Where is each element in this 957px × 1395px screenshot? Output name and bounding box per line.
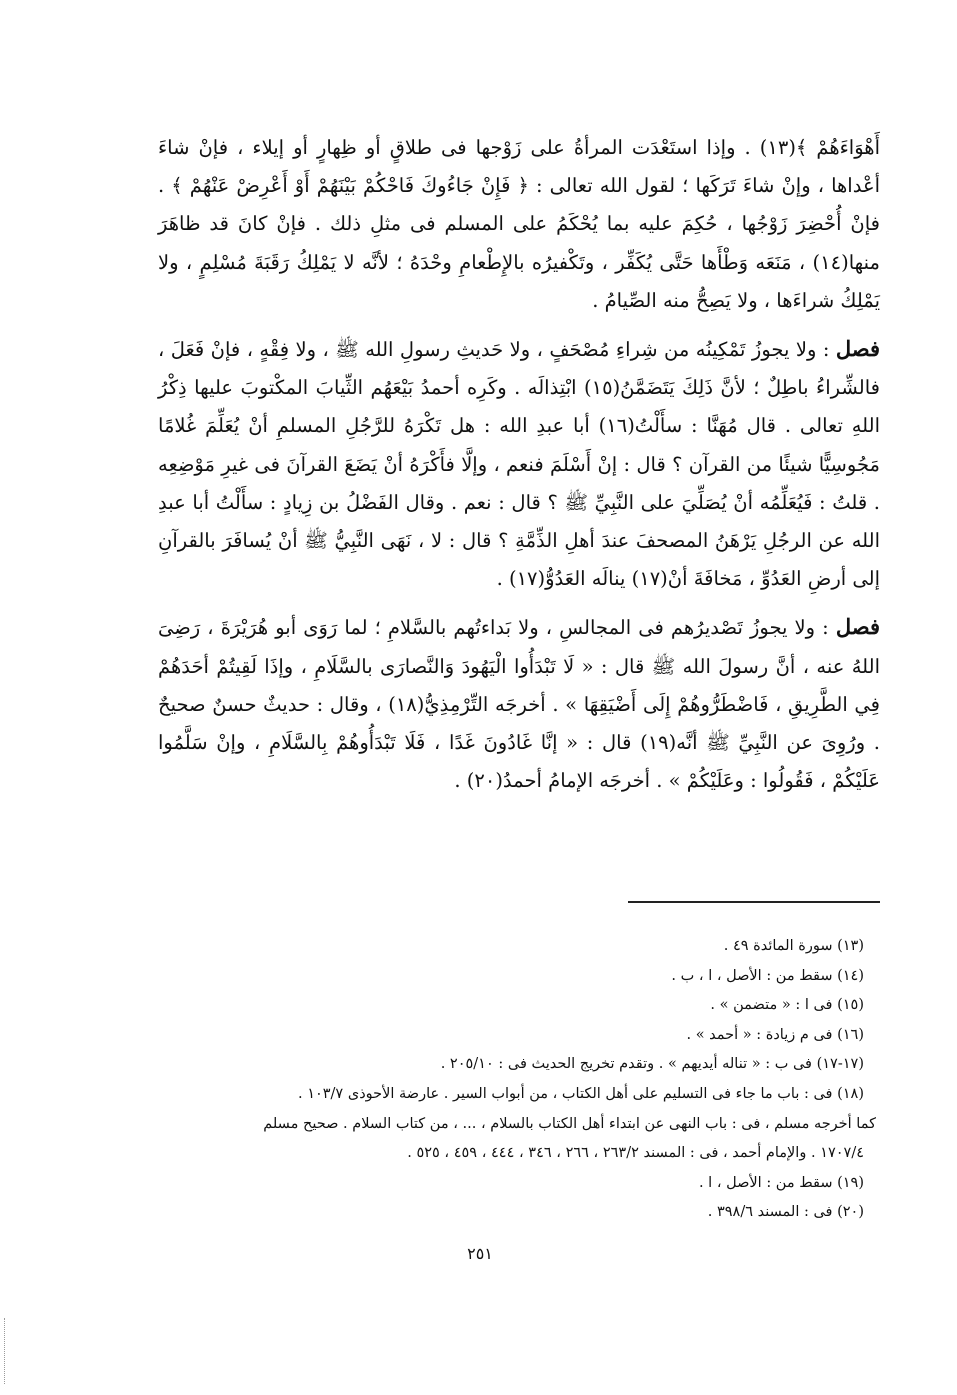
paragraph-2 [158, 330, 880, 598]
paragraph-3 [158, 608, 880, 800]
footnote-14: (١٤) سقط من : الأصل ، ا ، ب . [671, 967, 864, 984]
main-text [158, 128, 880, 800]
footnote-18-continuation: ١٧٠٧/٤ . والإمام أحمد ، فى : المسند ٢٦٣/٢ ، ٢٦٦ ، ٣٤٦ ، ٤٤٤ ، ٤٥٩ ، ٥٢٥ . [407, 1145, 864, 1162]
paragraph-text: أَهْوَاءَهُمْ ﴾(١٣) . وإذا استَعْدَت المرأةُ على زَوْجها فى طلاقٍ أو ظِهارٍ أو إيلاء ، فإنْ شاءَ أعْداها ، وإنْ شاءَ تَرَكَها ؛ لقول الله تعالى : ﴿ فَإِنْ جَاءُوكَ فَاحْكُمْ بَيْنَهُمْ أَوْ أَعْرِضْ عَنْهُمْ ﴾ . فإنْ أُحْضِرَ زَوْجُها ، حُكِمَ عليه بما يُحْكَمُ على المسلم فى مثلِ ذلك . فإنْ كانَ قد ظاهَرَ منها(١٤) ، مَنَعَه وَطْأَها حَتَّى يُكَفِّر ، وتَكْفيرُه بالإِطْعامِ وحْدَهُ ؛ لأنَّه لا يَمْلِكُ رَقَبَةَ مُسْلِمٍ ، ولا يَمْلِكُ شراءَها ، ولا يَصِحُّ منه الصِّيامُ . [158, 136, 880, 312]
footnote-13: (١٣) سورة المائدة ٤٩ . [723, 938, 864, 954]
fasl-heading: فصل [835, 614, 880, 640]
paragraph-text: : ولا يجوزُ تَصْديرُهم فى المجالسِ ، ولا بَداءتُهم بالسَّلامِ ؛ لما رَوَى أبو هُرَيْرَةَ ، رَضِىَ اللهُ عنه ، أنَّ رسولَ الله ﷺ قال : « لَا تَبْدَأُوا الْيَهُودَ وَالنَّصارَى بالسَّلَامِ ، وإذَا لَقِيتُمْ أحَدَهُمْ فِي الطَّرِيقِ ، فَاضْطَرُّوهُمْ إِلَى أَضْيَقِهَا » . أخرجَه التِّرْمِذِيُّ(١٨) ، وقال : حديثٌ حسنٌ صحيحٌ . ورُوِىَ عن النَّبِيِّ ﷺ أنَّه(١٩) قال : « إنَّا غَادُونَ غَدًا ، فَلَا تَبْدَأُوهُمْ بِالسَّلَامِ ، وإنْ سَلَّمُوا عَلَيْكُمْ ، فَقُولُوا : وعَلَيْكُمْ » . أخرجَه الإمامُ أحمدُ(٢٠) . [158, 616, 880, 793]
scan-edge-mark [4, 1318, 5, 1384]
footnote-17: (١٧-١٧) فى ب : « تناله أيديهم » . وتقدم تخريج الحديث فى : ٢٠٥/١٠ . [440, 1056, 864, 1073]
footnote-19: (١٩) سقط من : الأصل ، ا . [698, 1174, 864, 1191]
paragraph-text: : ولا يجوزُ تَمْكِينُه من شِراءِ مُصْحَفٍ ، ولا حَديثِ رسولِ الله ﷺ ، ولا فِقْهٍ ، فإنْ فَعَلَ ، فالشِّراءُ باطِلٌ ؛ لأنَّ ذَلِكَ يَتَضَمَّنُ(١٥) ابْتِذالَه . وكَرِه أحمدُ بَيْعَهُم الثِّيابَ المكْتوبَ عليها ذِكْرُ اللهِ تعالى . قال مُهَنَّا : سأَلْتُ(١٦) أبا عبدِ الله : هل تَكْرَهُ للرَّجُلِ المسلمِ أنْ يُعَلِّمَ غُلامًا مَجُوسِيًّا شيئًا من القرآن ؟ قال : إنْ أَسْلَمَ فنعم ، وإلَّا فأَكْرَهُ أنْ يَضَعَ القرآنَ فى غيرِ مَوْضِعِه . قلتُ : فَيُعَلِّمُه أنْ يُصَلِّيَ على النَّبِيِّ ﷺ ؟ قال : نعم . وقال الفَضْلُ بن زِيادٍ : سأَلْتُ أبا عبدِ الله عن الرجُلِ يَرْهَنُ المصحفَ عندَ أهلِ الذِّمَّةِ ؟ قال : لا ، نَهَى النَّبِيُّ ﷺ أنْ يُسافَرَ بالقرآنِ إلى أرضِ العَدُوِّ ، مَخافَةَ أنْ(١٧) ينالَه العَدُوُّ(١٧) . [158, 338, 880, 591]
fasl-heading: فصل [835, 336, 881, 362]
footnotes [158, 932, 876, 1228]
footnote-separator [628, 901, 880, 903]
page-number: ٢٥١ [467, 1244, 493, 1263]
footnote-16: (١٦) فى م زيادة : « أحمد » . [686, 1026, 864, 1043]
footnote-18-continuation: كما أخرجه مسلم ، فى : باب النهى عن ابتداء أهل الكتاب بالسلام ، ... ، من كتاب السلام . صحيح مسلم [263, 1115, 876, 1132]
footnote-20: (٢٠) فى : المسند ٣٩٨/٦ . [707, 1204, 864, 1221]
footnote-15: (١٥) فى ا : « متضمن » . [710, 997, 864, 1014]
footnote-18: (١٨) فى : باب ما جاء فى التسليم على أهل الكتاب ، من أبواب السير . عارضة الأحوذى ١٠٣/٧ . [297, 1085, 864, 1102]
paragraph-1 [158, 128, 880, 320]
